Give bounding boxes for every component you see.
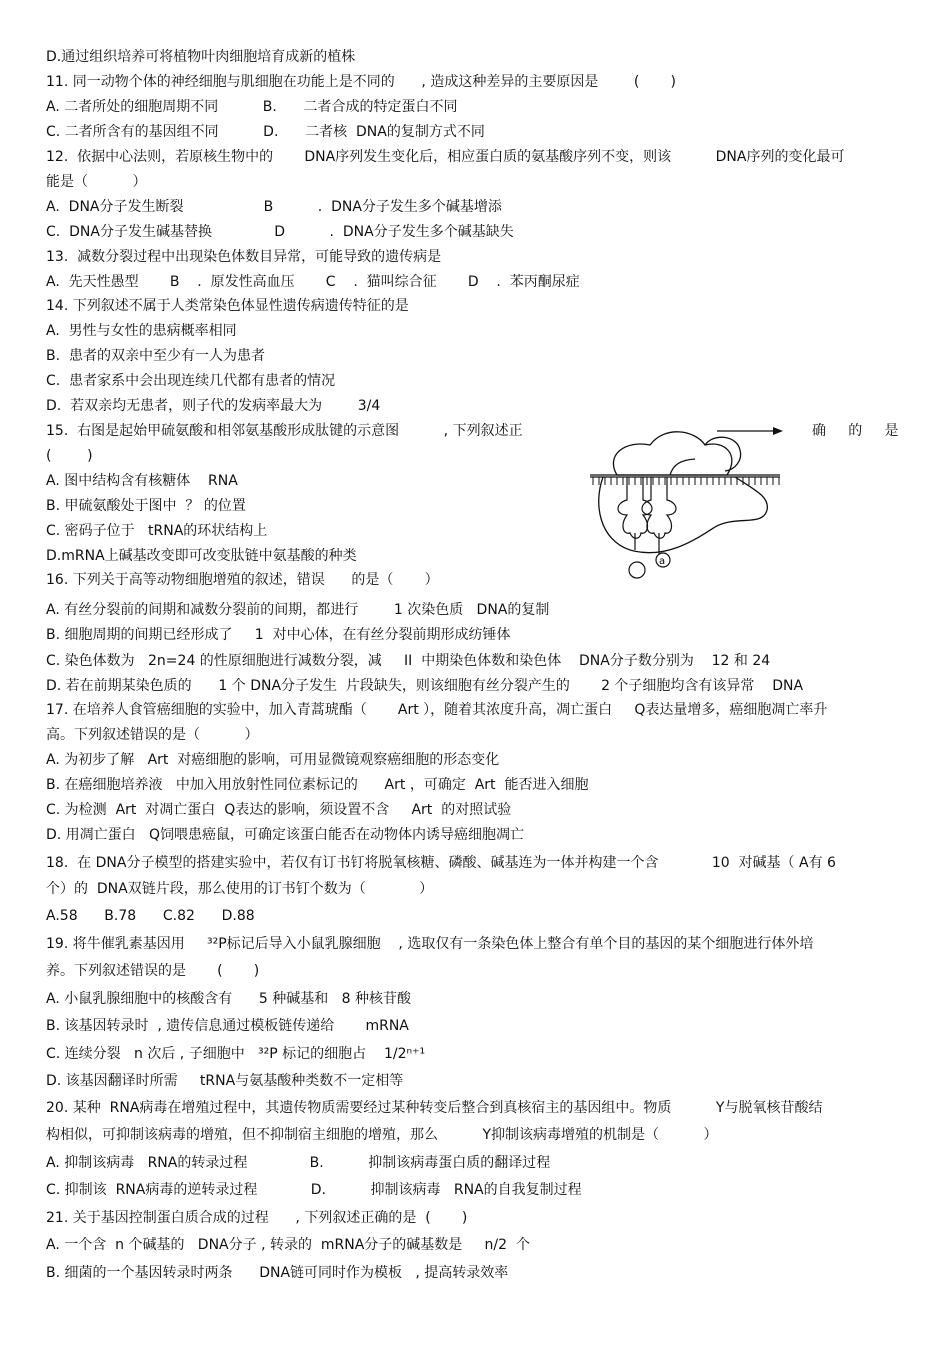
ln-42: 构相似，可抑制该病毒的增殖，但不抑制宿主细胞的增殖，那么 Y抑制该病毒增殖的机制是（ ） bbox=[46, 1127, 718, 1143]
ln-0: D.通过组织培养可将植物叶肉细胞培育成新的植株 bbox=[46, 49, 356, 65]
ln-13: C. 患者家系中会出现连续几代都有患者的情况 bbox=[46, 373, 336, 389]
ln-1: 11. 同一动物个体的神经细胞与肌细胞在功能上是不同的 , 造成这种差异的主要原因是 ( ) bbox=[46, 74, 676, 90]
ln-46: A. 一个含 n 个碱基的 DNA分子 , 转录的 mRNA分子的碱基数是 n/2 个 bbox=[46, 1237, 530, 1253]
ln-37: A. 小鼠乳腺细胞中的核酸含有 5 种碱基和 8 种核苷酸 bbox=[46, 991, 411, 1007]
ln-47: B. 细菌的一个基因转录时两条 DNA链可同时作为模板 , 提高转录效率 bbox=[46, 1265, 509, 1281]
ln-45: 21. 关于基因控制蛋白质合成的过程 , 下列叙述正确的是 ( ) bbox=[46, 1210, 468, 1226]
ln-43: A. 抑制该病毒 RNA的转录过程 B. 抑制该病毒蛋白质的翻译过程 bbox=[46, 1155, 551, 1171]
ln-20: D.mRNA上碱基改变即可改变肽链中氨基酸的种类 bbox=[46, 548, 357, 564]
ln-29: B. 在癌细胞培养液 中加入用放射性同位素标记的 Art ，可确定 Art 能否进入细胞 bbox=[46, 777, 589, 793]
ln-26: 17. 在培养人食管癌细胞的实验中，加入青蒿琥酯（ Art ），随着其浓度升高，凋亡蛋白 Q表达量增多，癌细胞凋亡率升 bbox=[46, 702, 828, 718]
ln-44: C. 抑制该 RNA病毒的逆转录过程 D. 抑制该病毒 RNA的自我复制过程 bbox=[46, 1182, 582, 1198]
ln-17: A. 图中结构含有核糖体 RNA bbox=[46, 473, 238, 489]
amino-acid-a-label: a bbox=[659, 556, 666, 567]
trna-right bbox=[642, 477, 676, 538]
ln-12: B. 患者的双亲中至少有一人为患者 bbox=[46, 348, 265, 364]
translation-diagram bbox=[585, 415, 785, 585]
ln-30: C. 为检测 Art 对凋亡蛋白 Q表达的影响，须设置不含 Art 的对照试验 bbox=[46, 802, 512, 818]
ln-25: D. 若在前期某染色质的 1 个 DNA分子发生 片段缺失，则该细胞有丝分裂产生的 2 个子细胞均含有该异常 DNA bbox=[46, 678, 804, 694]
ln-34: A.58 B.78 C.82 D.88 bbox=[46, 908, 255, 924]
ln-33: 个）的 DNA双链片段，那么使用的订书钉个数为（ ） bbox=[46, 881, 434, 897]
ln-15: 15. 右图是起始甲硫氨酸和相邻氨基酸形成肽键的示意图 , 下列叙述正 bbox=[46, 423, 523, 439]
ln-21: 16. 下列关于高等动物细胞增殖的叙述，错误 的是（ ） bbox=[46, 572, 439, 588]
ln-39: C. 连续分裂 n 次后 , 子细胞中 ³²P 标记的细胞占 1/2ⁿ⁺¹ bbox=[46, 1046, 426, 1062]
ln-11: A. 男性与女性的患病概率相同 bbox=[46, 323, 237, 339]
ln-4: 12. 依据中心法则，若原核生物中的 DNA序列发生变化后，相应蛋白质的氨基酸序列不变，则该 DNA序列的变化最可 bbox=[46, 149, 845, 165]
ln-22: A. 有丝分裂前的间期和减数分裂前的间期，都进行 1 次染色质 DNA的复制 bbox=[46, 602, 550, 618]
ln-2: A. 二者所处的细胞周期不同 B. 二者合成的特定蛋白不同 bbox=[46, 99, 458, 115]
ln-6: A. DNA分子发生断裂 B . DNA分子发生多个碱基增添 bbox=[46, 199, 502, 215]
ln-19: C. 密码子位于 tRNA的环状结构上 bbox=[46, 523, 268, 539]
ln-32: 18. 在 DNA分子模型的搭建实验中，若仅有订书钉将脱氧核糖、磷酸、碱基连为一体并构建一个含 10 对碱基（ A有 6 bbox=[46, 855, 836, 871]
ln-38: B. 该基因转录时 , 遗传信息通过模板链传递给 mRNA bbox=[46, 1018, 409, 1034]
amino-acid bbox=[629, 562, 645, 578]
ln-16: ( ) bbox=[46, 448, 93, 464]
ln-27: 高。下列叙述错误的是（ ） bbox=[46, 727, 259, 743]
ln-9: A. 先天性愚型 B . 原发性高血压 C . 猫叫综合征 D . 苯丙酮尿症 bbox=[46, 274, 580, 290]
ln-23: B. 细胞周期的间期已经形成了 1 对中心体，在有丝分裂前期形成纺锤体 bbox=[46, 627, 511, 643]
q15-right-text: 确 的 是 bbox=[812, 423, 899, 439]
ln-41: 20. 某种 RNA病毒在增殖过程中，其遗传物质需要经过某种转变后整合到真核宿主的基因组中。物质 Y与脱氧核苷酸结 bbox=[46, 1100, 823, 1116]
ln-8: 13. 减数分裂过程中出现染色体数目异常，可能导致的遗传病是 bbox=[46, 249, 442, 265]
ln-5: 能是（ ） bbox=[46, 174, 147, 190]
ln-36: 养。下列叙述错误的是 ( ) bbox=[46, 963, 260, 979]
ln-18: B. 甲硫氨酸处于图中 ？ 的位置 bbox=[46, 498, 246, 514]
ln-28: A. 为初步了解 Art 对癌细胞的影响，可用显微镜观察癌细胞的形态变化 bbox=[46, 752, 500, 768]
ln-3: C. 二者所含有的基因组不同 D. 二者核 DNA的复制方式不同 bbox=[46, 124, 485, 140]
ln-31: D. 用凋亡蛋白 Q饲喂患癌鼠，可确定该蛋白能否在动物体内诱导癌细胞凋亡 bbox=[46, 827, 525, 843]
ln-35: 19. 将牛催乳素基因用 ³²P标记后导入小鼠乳腺细胞 , 选取仅有一条染色体上整合有单个目的基因的某个细胞进行体外培 bbox=[46, 936, 814, 952]
ln-40: D. 该基因翻译时所需 tRNA与氨基酸种类数不一定相等 bbox=[46, 1073, 404, 1089]
ln-24: C. 染色体数为 2n=24 的性原细胞进行减数分裂，减 II 中期染色体数和染色体 DNA分子数分别为 12 和 24 bbox=[46, 653, 771, 669]
ln-14: D. 若双亲均无患者，则子代的发病率最大为 3/4 bbox=[46, 398, 381, 414]
ln-10: 14. 下列叙述不属于人类常染色体显性遗传病遗传特征的是 bbox=[46, 298, 409, 314]
ln-7: C. DNA分子发生碱基替换 D . DNA分子发生多个碱基缺失 bbox=[46, 224, 514, 240]
mrna-ticks bbox=[593, 477, 779, 485]
